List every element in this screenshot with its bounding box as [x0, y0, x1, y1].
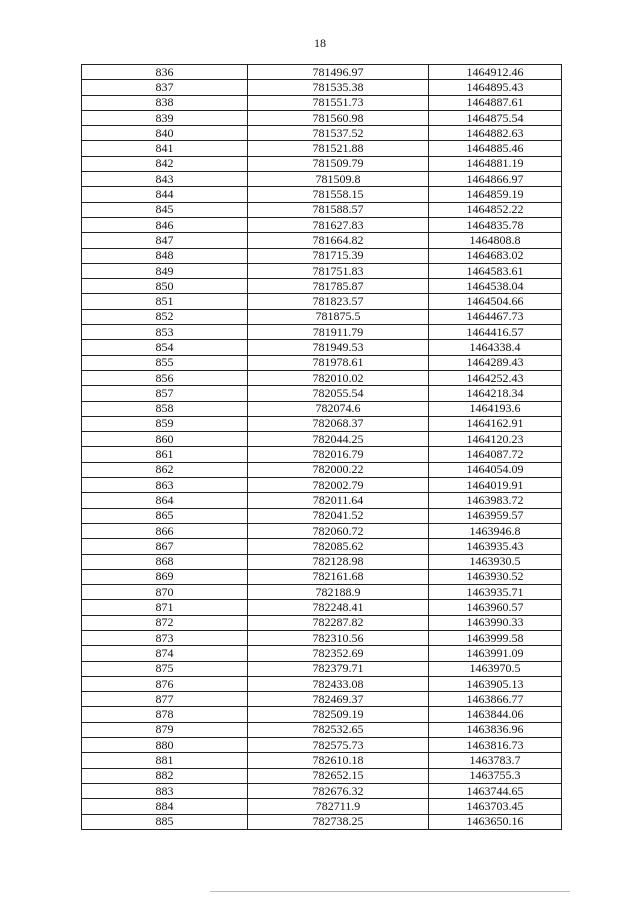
y-coordinate-cell: 1463930.5: [429, 554, 562, 569]
x-coordinate-cell: 781496.97: [248, 65, 429, 80]
point-number-cell: 878: [82, 707, 248, 722]
x-coordinate-cell: 782310.56: [248, 630, 429, 645]
x-coordinate-cell: 782016.79: [248, 447, 429, 462]
point-number-cell: 876: [82, 676, 248, 691]
y-coordinate-cell: 1464583.61: [429, 263, 562, 278]
y-coordinate-cell: 1463703.45: [429, 799, 562, 814]
point-number-cell: 877: [82, 692, 248, 707]
point-number-cell: 868: [82, 554, 248, 569]
point-number-cell: 855: [82, 355, 248, 370]
table-row: [82, 523, 562, 538]
x-coordinate-cell: 782010.02: [248, 370, 429, 385]
table-row: [82, 432, 562, 447]
table-row: [82, 768, 562, 783]
table-row: [82, 187, 562, 202]
y-coordinate-cell: 1463755.3: [429, 768, 562, 783]
table-row: [82, 141, 562, 156]
x-coordinate-cell: 782161.68: [248, 569, 429, 584]
point-number-cell: 845: [82, 202, 248, 217]
x-coordinate-cell: 782433.08: [248, 676, 429, 691]
point-number-cell: 859: [82, 416, 248, 431]
point-number-cell: 847: [82, 233, 248, 248]
x-coordinate-cell: 781558.15: [248, 187, 429, 202]
y-coordinate-cell: 1464538.04: [429, 279, 562, 294]
table-row: [82, 416, 562, 431]
y-coordinate-cell: 1463990.33: [429, 615, 562, 630]
x-coordinate-cell: 782055.54: [248, 386, 429, 401]
point-number-cell: 883: [82, 783, 248, 798]
table-row: [82, 799, 562, 814]
point-number-cell: 864: [82, 493, 248, 508]
table-row: [82, 692, 562, 707]
table-row: [82, 325, 562, 340]
x-coordinate-cell: 782000.22: [248, 462, 429, 477]
x-coordinate-cell: 782469.37: [248, 692, 429, 707]
y-coordinate-cell: 1463960.57: [429, 600, 562, 615]
point-number-cell: 841: [82, 141, 248, 156]
x-coordinate-cell: 782248.41: [248, 600, 429, 615]
table-row: [82, 309, 562, 324]
x-coordinate-cell: 781949.53: [248, 340, 429, 355]
table-row: [82, 462, 562, 477]
point-number-cell: 852: [82, 309, 248, 324]
point-number-cell: 885: [82, 814, 248, 829]
table-row: [82, 65, 562, 80]
page-number: 18: [314, 36, 326, 50]
table-row: [82, 263, 562, 278]
point-number-cell: 873: [82, 630, 248, 645]
point-number-cell: 849: [82, 263, 248, 278]
point-number-cell: 882: [82, 768, 248, 783]
x-coordinate-cell: 781785.87: [248, 279, 429, 294]
point-number-cell: 870: [82, 585, 248, 600]
table-row: [82, 707, 562, 722]
x-coordinate-cell: 781664.82: [248, 233, 429, 248]
table-row: [82, 294, 562, 309]
point-number-cell: 874: [82, 646, 248, 661]
table-row: [82, 508, 562, 523]
table-row: [82, 814, 562, 829]
point-number-cell: 839: [82, 110, 248, 125]
point-number-cell: 848: [82, 248, 248, 263]
y-coordinate-cell: 1463935.71: [429, 585, 562, 600]
y-coordinate-cell: 1464338.4: [429, 340, 562, 355]
y-coordinate-cell: 1464019.91: [429, 478, 562, 493]
table-row: [82, 615, 562, 630]
table-row: [82, 202, 562, 217]
table-row: [82, 386, 562, 401]
y-coordinate-cell: 1464835.78: [429, 217, 562, 232]
x-coordinate-cell: 781978.61: [248, 355, 429, 370]
y-coordinate-cell: 1463930.52: [429, 569, 562, 584]
table-row: [82, 126, 562, 141]
point-number-cell: 880: [82, 738, 248, 753]
y-coordinate-cell: 1464218.34: [429, 386, 562, 401]
y-coordinate-cell: 1463836.96: [429, 722, 562, 737]
x-coordinate-cell: 781751.83: [248, 263, 429, 278]
table-row: [82, 783, 562, 798]
bottom-divider: [210, 891, 570, 892]
table-row: [82, 554, 562, 569]
point-number-cell: 842: [82, 156, 248, 171]
x-coordinate-cell: 782041.52: [248, 508, 429, 523]
table-row: [82, 80, 562, 95]
x-coordinate-cell: 781535.38: [248, 80, 429, 95]
point-number-cell: 853: [82, 325, 248, 340]
x-coordinate-cell: 781823.57: [248, 294, 429, 309]
point-number-cell: 840: [82, 126, 248, 141]
y-coordinate-cell: 1464683.02: [429, 248, 562, 263]
x-coordinate-cell: 781521.88: [248, 141, 429, 156]
point-number-cell: 867: [82, 539, 248, 554]
y-coordinate-cell: 1464887.61: [429, 95, 562, 110]
table-row: [82, 646, 562, 661]
x-coordinate-cell: 782352.69: [248, 646, 429, 661]
y-coordinate-cell: 1463959.57: [429, 508, 562, 523]
y-coordinate-cell: 1464852.22: [429, 202, 562, 217]
table-row: [82, 722, 562, 737]
table-row: [82, 370, 562, 385]
point-number-cell: 875: [82, 661, 248, 676]
x-coordinate-cell: 782011.64: [248, 493, 429, 508]
point-number-cell: 871: [82, 600, 248, 615]
y-coordinate-cell: 1463991.09: [429, 646, 562, 661]
y-coordinate-cell: 1463866.77: [429, 692, 562, 707]
point-number-cell: 861: [82, 447, 248, 462]
y-coordinate-cell: 1464875.54: [429, 110, 562, 125]
y-coordinate-cell: 1464504.66: [429, 294, 562, 309]
y-coordinate-cell: 1464416.57: [429, 325, 562, 340]
point-number-cell: 860: [82, 432, 248, 447]
y-coordinate-cell: 1463970.5: [429, 661, 562, 676]
x-coordinate-cell: 782074.6: [248, 401, 429, 416]
table-row: [82, 661, 562, 676]
point-number-cell: 851: [82, 294, 248, 309]
x-coordinate-cell: 782060.72: [248, 523, 429, 538]
x-coordinate-cell: 781715.39: [248, 248, 429, 263]
table-row: [82, 630, 562, 645]
y-coordinate-cell: 1464193.6: [429, 401, 562, 416]
x-coordinate-cell: 781627.83: [248, 217, 429, 232]
point-number-cell: 872: [82, 615, 248, 630]
x-coordinate-cell: 781509.8: [248, 172, 429, 187]
table-row: [82, 156, 562, 171]
point-number-cell: 881: [82, 753, 248, 768]
y-coordinate-cell: 1463650.16: [429, 814, 562, 829]
point-number-cell: 863: [82, 478, 248, 493]
x-coordinate-cell: 782379.71: [248, 661, 429, 676]
y-coordinate-cell: 1464120.23: [429, 432, 562, 447]
point-number-cell: 858: [82, 401, 248, 416]
y-coordinate-cell: 1464467.73: [429, 309, 562, 324]
y-coordinate-cell: 1463816.73: [429, 738, 562, 753]
point-number-cell: 879: [82, 722, 248, 737]
y-coordinate-cell: 1463744.65: [429, 783, 562, 798]
point-number-cell: 850: [82, 279, 248, 294]
table-row: [82, 233, 562, 248]
y-coordinate-cell: 1463905.13: [429, 676, 562, 691]
table-row: [82, 447, 562, 462]
point-number-cell: 856: [82, 370, 248, 385]
y-coordinate-cell: 1464087.72: [429, 447, 562, 462]
table-row: [82, 217, 562, 232]
x-coordinate-cell: 782652.15: [248, 768, 429, 783]
y-coordinate-cell: 1464289.43: [429, 355, 562, 370]
y-coordinate-cell: 1464808.8: [429, 233, 562, 248]
y-coordinate-cell: 1464162.91: [429, 416, 562, 431]
table-row: [82, 248, 562, 263]
x-coordinate-cell: 782509.19: [248, 707, 429, 722]
x-coordinate-cell: 782738.25: [248, 814, 429, 829]
y-coordinate-cell: 1464866.97: [429, 172, 562, 187]
point-number-cell: 866: [82, 523, 248, 538]
table-row: [82, 340, 562, 355]
x-coordinate-cell: 782575.73: [248, 738, 429, 753]
table-row: [82, 401, 562, 416]
x-coordinate-cell: 781911.79: [248, 325, 429, 340]
table-row: [82, 676, 562, 691]
point-number-cell: 838: [82, 95, 248, 110]
y-coordinate-cell: 1463983.72: [429, 493, 562, 508]
y-coordinate-cell: 1463999.58: [429, 630, 562, 645]
point-number-cell: 837: [82, 80, 248, 95]
y-coordinate-cell: 1464054.09: [429, 462, 562, 477]
point-number-cell: 857: [82, 386, 248, 401]
point-number-cell: 836: [82, 65, 248, 80]
table-row: [82, 172, 562, 187]
x-coordinate-cell: 781551.73: [248, 95, 429, 110]
table-row: [82, 585, 562, 600]
y-coordinate-cell: 1463946.8: [429, 523, 562, 538]
point-number-cell: 844: [82, 187, 248, 202]
table-row: [82, 600, 562, 615]
x-coordinate-cell: 782287.82: [248, 615, 429, 630]
x-coordinate-cell: 782532.65: [248, 722, 429, 737]
table-row: [82, 110, 562, 125]
x-coordinate-cell: 782610.18: [248, 753, 429, 768]
table-row: [82, 539, 562, 554]
point-number-cell: 846: [82, 217, 248, 232]
x-coordinate-cell: 782676.32: [248, 783, 429, 798]
table-row: [82, 478, 562, 493]
y-coordinate-cell: 1464912.46: [429, 65, 562, 80]
table-row: [82, 738, 562, 753]
x-coordinate-cell: 781537.52: [248, 126, 429, 141]
table-row: [82, 569, 562, 584]
x-coordinate-cell: 782002.79: [248, 478, 429, 493]
coordinates-table-body: [82, 65, 562, 830]
table-row: [82, 493, 562, 508]
point-number-cell: 884: [82, 799, 248, 814]
y-coordinate-cell: 1464895.43: [429, 80, 562, 95]
y-coordinate-cell: 1464885.46: [429, 141, 562, 156]
y-coordinate-cell: 1464859.19: [429, 187, 562, 202]
table-row: [82, 355, 562, 370]
y-coordinate-cell: 1464882.63: [429, 126, 562, 141]
point-number-cell: 843: [82, 172, 248, 187]
y-coordinate-cell: 1463844.06: [429, 707, 562, 722]
y-coordinate-cell: 1464252.43: [429, 370, 562, 385]
x-coordinate-cell: 781509.79: [248, 156, 429, 171]
y-coordinate-cell: 1463935.43: [429, 539, 562, 554]
table-row: [82, 279, 562, 294]
coordinates-table: [81, 64, 562, 830]
x-coordinate-cell: 781875.5: [248, 309, 429, 324]
point-number-cell: 854: [82, 340, 248, 355]
x-coordinate-cell: 782711.9: [248, 799, 429, 814]
point-number-cell: 862: [82, 462, 248, 477]
x-coordinate-cell: 782085.62: [248, 539, 429, 554]
x-coordinate-cell: 782188.9: [248, 585, 429, 600]
y-coordinate-cell: 1464881.19: [429, 156, 562, 171]
x-coordinate-cell: 782128.98: [248, 554, 429, 569]
table-row: [82, 95, 562, 110]
x-coordinate-cell: 781560.98: [248, 110, 429, 125]
x-coordinate-cell: 781588.57: [248, 202, 429, 217]
y-coordinate-cell: 1463783.7: [429, 753, 562, 768]
point-number-cell: 869: [82, 569, 248, 584]
point-number-cell: 865: [82, 508, 248, 523]
x-coordinate-cell: 782044.25: [248, 432, 429, 447]
x-coordinate-cell: 782068.37: [248, 416, 429, 431]
table-row: [82, 753, 562, 768]
